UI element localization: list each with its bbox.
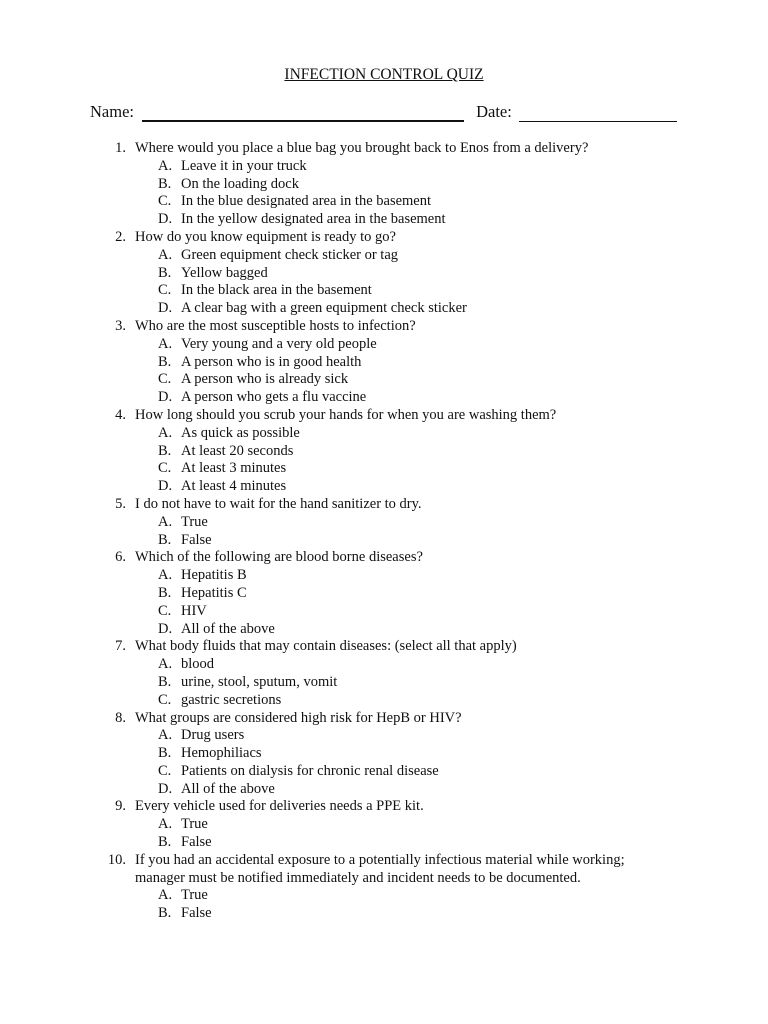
option-letter: A. (158, 727, 173, 744)
option-letter: B. (158, 353, 172, 370)
option-text: A person who gets a flu vaccine (181, 389, 367, 406)
question-number: 3. (115, 317, 126, 334)
question-text: Who are the most susceptible hosts to infection? (135, 317, 416, 334)
option-text: On the loading dock (181, 175, 299, 192)
option-letter: D. (158, 389, 173, 406)
option-text: HIV (181, 602, 207, 619)
option-text: A clear bag with a green equipment check sticker (181, 300, 467, 317)
answer-option (0, 834, 768, 852)
option-letter: A. (158, 513, 173, 530)
option-text: False (181, 531, 212, 548)
question-3 (0, 318, 768, 336)
question-text: How long should you scrub your hands for when you are washing them? (135, 406, 557, 423)
option-letter: C. (158, 602, 172, 619)
name-blank (142, 105, 464, 122)
date-label: Date: (476, 102, 512, 121)
answer-option (0, 603, 768, 621)
option-text: blood (181, 656, 215, 673)
answer-option (0, 354, 768, 372)
answer-option (0, 781, 768, 799)
question-9 (0, 798, 768, 816)
option-text: As quick as possible (181, 424, 300, 441)
option-letter: D. (158, 478, 173, 495)
question-number: 8. (115, 709, 126, 726)
option-letter: A. (158, 157, 173, 174)
option-letter: B. (158, 442, 172, 459)
question-text: I do not have to wait for the hand sanitizer to dry. (135, 495, 422, 512)
question-8 (0, 710, 768, 728)
option-text: At least 4 minutes (181, 478, 287, 495)
answer-option (0, 905, 768, 923)
answer-option (0, 460, 768, 478)
question-number: 1. (115, 140, 126, 156)
question-text: If you had an accidental exposure to a potentially infectious material while working; manager must be notified immediately and incident needs to be documented. (135, 851, 625, 886)
question-number: 10. (107, 851, 126, 868)
option-letter: C. (158, 691, 172, 708)
option-text: In the black area in the basement (181, 282, 372, 299)
answer-option (0, 443, 768, 461)
question-number: 7. (115, 638, 126, 655)
answer-option (0, 621, 768, 639)
option-text: False (181, 905, 212, 922)
option-text: A person who is in good health (181, 353, 362, 370)
answer-option (0, 265, 768, 283)
answer-option (0, 300, 768, 318)
quiz-title: INFECTION CONTROL QUIZ (284, 66, 484, 83)
option-letter: B. (158, 834, 172, 851)
option-text: urine, stool, sputum, vomit (181, 673, 338, 690)
option-letter: C. (158, 282, 172, 299)
option-text: All of the above (181, 780, 275, 797)
answer-option (0, 158, 768, 176)
option-letter: D. (158, 300, 173, 317)
option-letter: A. (158, 887, 173, 904)
question-7 (0, 638, 768, 656)
option-letter: A. (158, 335, 173, 352)
answer-option (0, 532, 768, 550)
option-text: True (181, 887, 208, 904)
option-text: In the blue designated area in the basement (181, 193, 432, 210)
question-text: How do you know equipment is ready to go? (135, 228, 396, 245)
answer-option (0, 567, 768, 585)
answer-option (0, 247, 768, 265)
option-text: Very young and a very old people (181, 335, 377, 352)
option-letter: A. (158, 246, 173, 263)
answer-option (0, 176, 768, 194)
answer-option (0, 211, 768, 229)
answer-option (0, 692, 768, 710)
answer-option (0, 371, 768, 389)
question-5 (0, 496, 768, 514)
answer-option (0, 727, 768, 745)
option-text: Patients on dialysis for chronic renal disease (181, 762, 439, 779)
answer-option (0, 763, 768, 781)
answer-option (0, 816, 768, 834)
answer-option (0, 336, 768, 354)
answer-option (0, 674, 768, 692)
answer-option (0, 656, 768, 674)
question-4 (0, 407, 768, 425)
option-letter: D. (158, 620, 173, 637)
name-label: Name: (90, 102, 134, 121)
option-text: Hepatitis C (181, 584, 247, 601)
question-10 (0, 852, 768, 888)
option-text: All of the above (181, 620, 275, 637)
option-letter: C. (158, 460, 172, 477)
question-number: 4. (115, 406, 126, 423)
option-letter: D. (158, 780, 173, 797)
answer-option (0, 389, 768, 407)
option-letter: B. (158, 175, 172, 192)
option-text: gastric secretions (181, 691, 282, 708)
answer-option (0, 425, 768, 443)
option-letter: B. (158, 673, 172, 690)
name-date-line (90, 102, 677, 122)
option-text: True (181, 513, 208, 530)
option-letter: A. (158, 567, 173, 584)
option-letter: A. (158, 424, 173, 441)
question-text: Every vehicle used for deliveries needs a PPE kit. (135, 798, 424, 815)
option-text: Drug users (181, 727, 245, 744)
option-text: Hepatitis B (181, 567, 247, 584)
question-text: What body fluids that may contain diseases: (select all that apply) (135, 638, 517, 655)
option-text: A person who is already sick (181, 371, 349, 388)
answer-option (0, 514, 768, 532)
answer-option (0, 745, 768, 763)
option-letter: A. (158, 656, 173, 673)
question-number: 6. (115, 549, 126, 566)
option-letter: A. (158, 816, 173, 833)
option-text: In the yellow designated area in the basement (181, 211, 446, 228)
option-letter: B. (158, 745, 172, 762)
answer-option (0, 478, 768, 496)
question-list (0, 140, 768, 923)
option-text: At least 3 minutes (181, 460, 287, 477)
option-text: At least 20 seconds (181, 442, 294, 459)
question-2 (0, 229, 768, 247)
option-letter: D. (158, 211, 173, 228)
option-letter: C. (158, 193, 172, 210)
question-number: 2. (115, 228, 126, 245)
option-letter: C. (158, 762, 172, 779)
option-letter: B. (158, 264, 172, 281)
answer-option (0, 282, 768, 300)
question-text: Where would you place a blue bag you brought back to Enos from a delivery? (135, 140, 589, 156)
option-letter: B. (158, 531, 172, 548)
option-letter: C. (158, 371, 172, 388)
date-blank (519, 106, 677, 122)
option-text: Green equipment check sticker or tag (181, 246, 399, 263)
question-number: 5. (115, 495, 126, 512)
answer-option (0, 585, 768, 603)
option-text: False (181, 834, 212, 851)
option-text: Yellow bagged (181, 264, 268, 281)
question-number: 9. (115, 798, 126, 815)
answer-option (0, 193, 768, 211)
option-text: Leave it in your truck (181, 157, 307, 174)
question-text: Which of the following are blood borne diseases? (135, 549, 423, 566)
option-text: True (181, 816, 208, 833)
question-text: What groups are considered high risk for HepB or HIV? (135, 709, 462, 726)
option-letter: B. (158, 905, 172, 922)
option-letter: B. (158, 584, 172, 601)
question-6 (0, 549, 768, 567)
question-1 (0, 140, 768, 158)
answer-option (0, 887, 768, 905)
option-text: Hemophiliacs (181, 745, 262, 762)
